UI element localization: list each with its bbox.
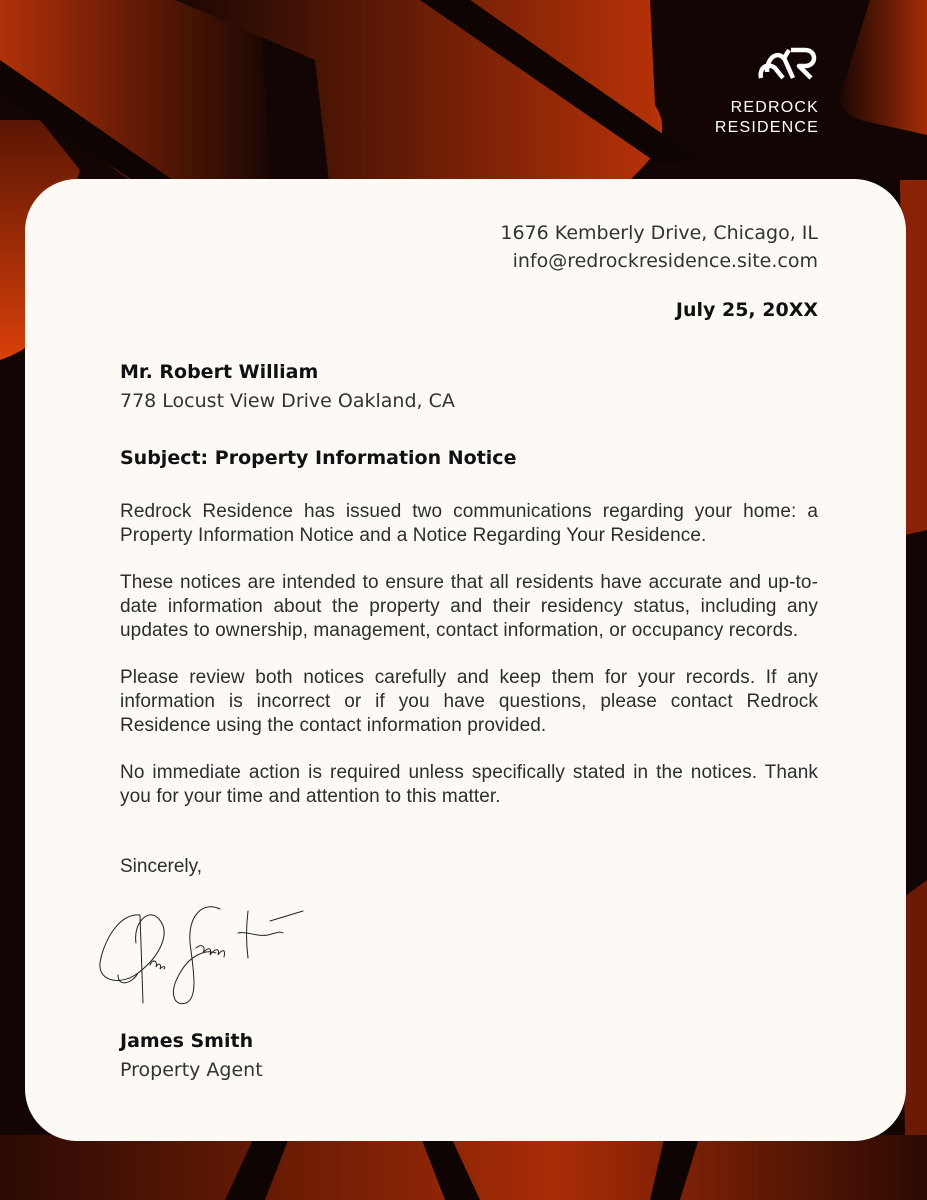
body-paragraph-1: Redrock Residence has issued two communications regarding your home: a Property Information Notice and a Notice Regarding Your Residence. [120, 501, 818, 546]
sender-email: info@redrockresidence.site.com [512, 250, 818, 272]
brand-name [715, 98, 819, 138]
handwritten-signature-icon [98, 903, 308, 1013]
letter-date: July 25, 20XX [675, 299, 818, 321]
letter-body [120, 500, 818, 832]
rr-monogram-logo-icon [757, 46, 819, 80]
letter-card [25, 179, 906, 1141]
sender-address: 1676 Kemberly Drive, Chicago, IL [500, 222, 818, 244]
recipient-block [120, 358, 455, 416]
brand-name-line2: RESIDENCE [714, 119, 819, 136]
signer-role: Property Agent [120, 1059, 263, 1081]
sender-block [500, 219, 818, 275]
body-paragraph-3: Please review both notices carefully and keep them for your records. If any information is incorrect or if you have questions, please contact Redrock Residence using the contact information provided. [120, 667, 818, 736]
recipient-address: 778 Locust View Drive Oakland, CA [120, 390, 455, 412]
brand-header [715, 46, 819, 138]
recipient-name: Mr. Robert William [120, 361, 319, 383]
subject-line: Subject: Property Information Notice [120, 447, 517, 469]
closing-salutation: Sincerely, [120, 856, 203, 877]
body-paragraph-2: These notices are intended to ensure that all residents have accurate and up-to-date information about the property and their residency status, including any updates to ownership, management, contact information, or occupancy records. [120, 572, 818, 641]
body-paragraph-4: No immediate action is required unless specifically stated in the notices. Thank you for your time and attention to this matter. [120, 762, 818, 807]
brand-name-line1: REDROCK [730, 99, 819, 116]
signer-name: James Smith [120, 1030, 254, 1052]
signer-block [120, 1027, 263, 1085]
